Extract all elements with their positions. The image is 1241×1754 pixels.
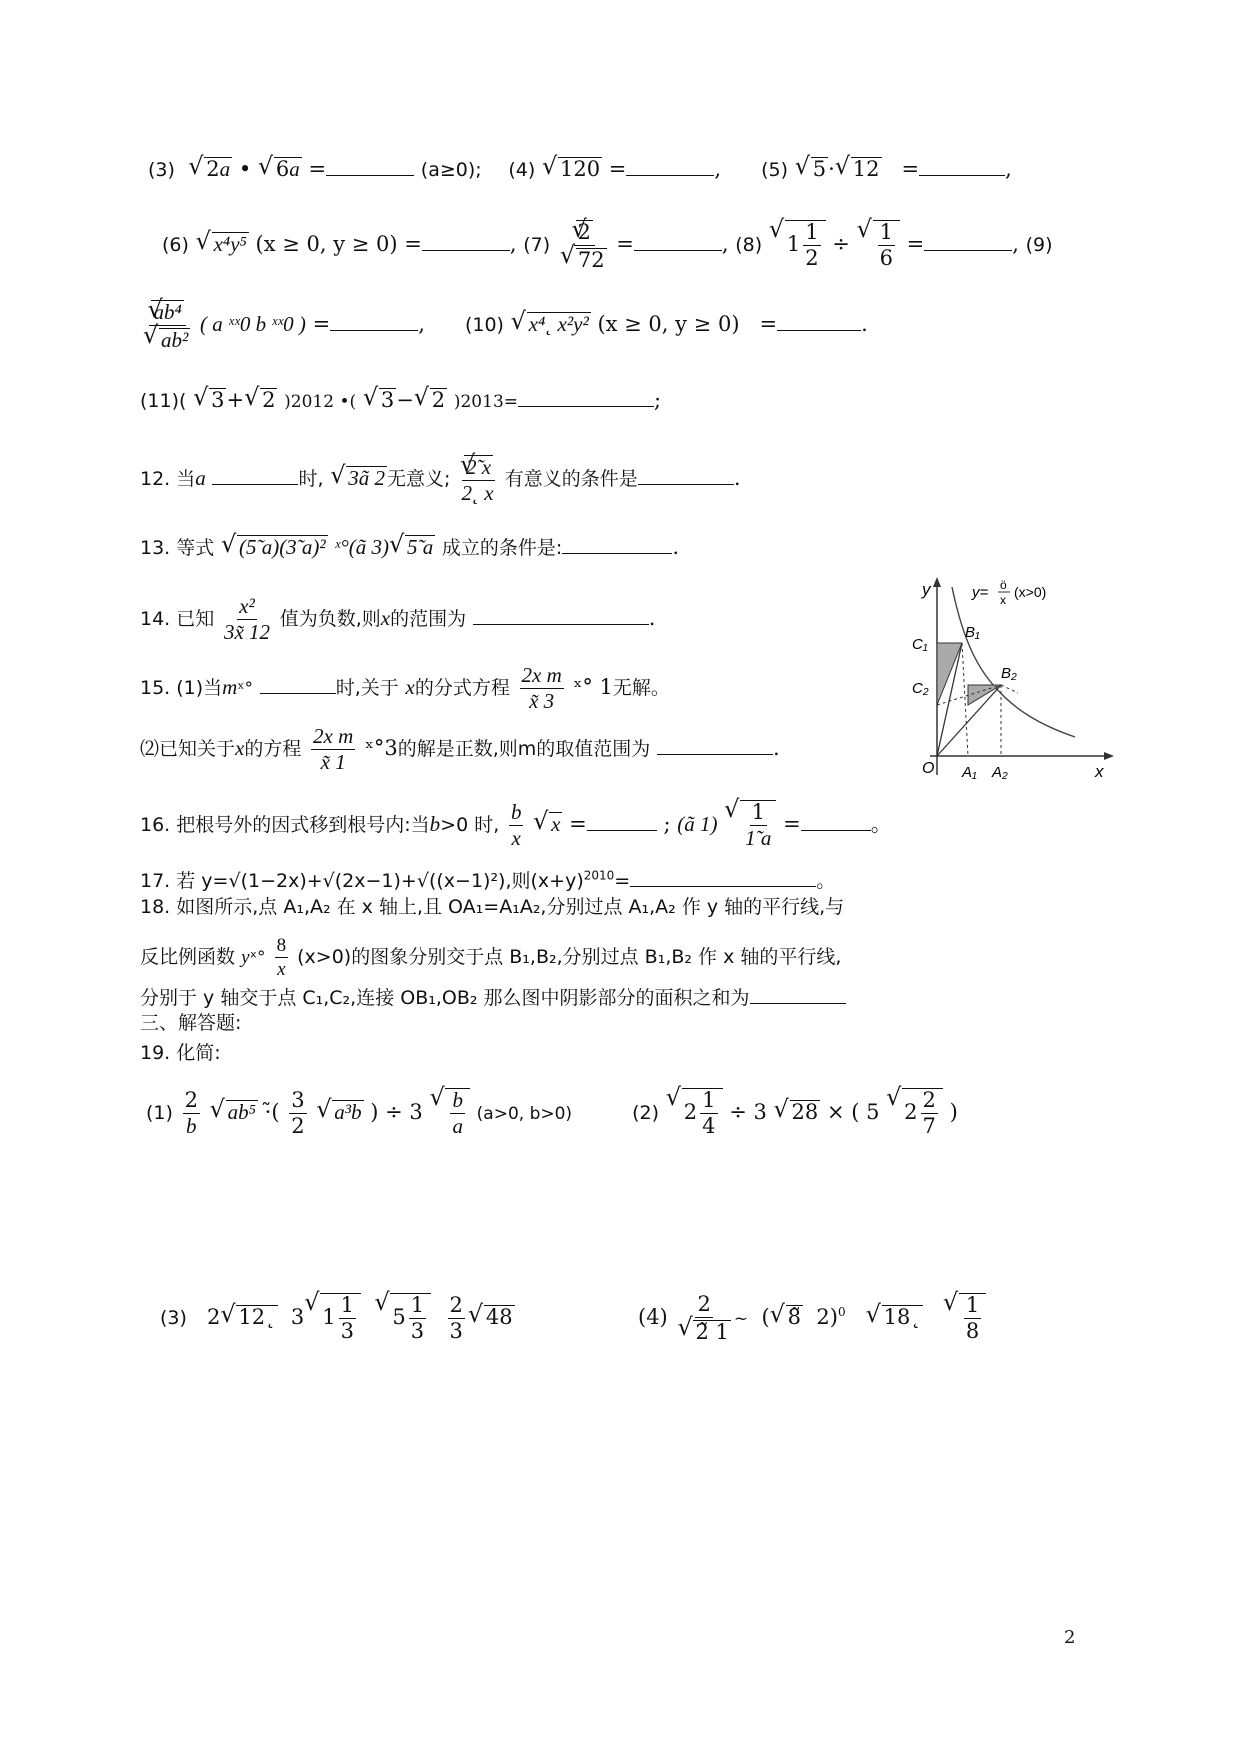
- question-row-6-9: (6) √ x⁴y⁵ (x ≥ 0, y ≥ 0) = , (7) √ 2 √ 72 = , (8) √ 1 $\frac{1}{2}$ ÷ √ $\frac{1}{6}$ = , (9): [162, 220, 1053, 271]
- sqrt-sixth: √ $\frac{1}{6}$: [859, 220, 900, 269]
- answer-blank-16a[interactable]: [587, 812, 657, 831]
- answer-blank-12a[interactable]: [212, 466, 298, 485]
- sqrt-12: √ 12: [837, 157, 882, 180]
- question-18-line2: 反比例函数 yˣ° $\frac{8}{x}$ (x>0)的图象分别交于点 B₁,B₂,分别过点 B₁,B₂ 作 x 轴的平行线,: [140, 935, 842, 980]
- answer-blank-7[interactable]: [634, 232, 722, 251]
- question-14: 14. 已知 $\frac{\text{x²}}{3x̃ 12}$ 值为负数,则x的范围为 .: [140, 594, 656, 644]
- page-number: 2: [1064, 1627, 1076, 1648]
- label-B1: B₁: [965, 624, 980, 641]
- fraction-9: √ ab⁴ √ ab²: [143, 300, 190, 351]
- answer-blank-18[interactable]: [750, 985, 846, 1004]
- question-18-line1: 18. 如图所示,点 A₁,A₂ 在 x 轴上,且 OA₁=A₁A₂,分别过点 A₁,A₂ 作 y 轴的平行线,与: [140, 896, 845, 918]
- answer-blank-12b[interactable]: [638, 466, 734, 485]
- label-O: O: [922, 760, 935, 777]
- shaded-triangle-1: [937, 643, 962, 705]
- answer-blank-8[interactable]: [924, 232, 1012, 251]
- question-18-line3: 分别于 y 轴交于点 C₁,C₂,连接 OB₁,OB₂ 那么图中阴影部分的面积之和为: [140, 985, 846, 1008]
- question-row-11: (11)( √ 3+√ 2 )2012 •( √ 3−√ 2 )2013= ;: [140, 388, 661, 411]
- answer-blank-9[interactable]: [330, 312, 418, 331]
- label-B2: B₂: [1001, 665, 1017, 682]
- label-A2: A₂: [992, 764, 1008, 781]
- answer-blank-15a[interactable]: [260, 675, 336, 694]
- answer-blank-17[interactable]: [630, 868, 816, 887]
- reciprocal-function-graph: [900, 575, 1115, 785]
- function-numerator: ö: [1000, 578, 1007, 592]
- question-row-9-10: √ ab⁴ √ ab² ( a ˣˣ0 b ˣˣ0 ) = , (10) √ x⁴˛ x²y² (x ≥ 0, y ≥ 0) = .: [140, 300, 868, 351]
- answer-blank-13[interactable]: [562, 535, 672, 554]
- label-A1: A₁: [962, 764, 977, 781]
- function-label: y=: [972, 584, 989, 601]
- label-C2: C₂: [912, 680, 929, 697]
- y-axis-label: y: [922, 580, 931, 599]
- x-axis-label: x: [1095, 762, 1104, 781]
- fraction-7: √ 2 √ 72: [560, 220, 607, 271]
- question-16: 16. 把根号外的因式移到根号内:当b>0 时, $\frac{b}{x}$ √ x = ; (ã 1) √ $\frac{1}{1̃ a}$ = 。: [140, 800, 892, 849]
- x-axis-arrow: [1104, 752, 1114, 760]
- answer-blank-10[interactable]: [777, 312, 861, 331]
- question-12: 12. 当a 时, √ 3ã 2 无意义; √ $\frac{2̃ x}{2˛ x}$ 有意义的条件是 .: [140, 455, 741, 504]
- sqrt-mixed-8: √ 1 $\frac{1}{2}$: [771, 220, 826, 269]
- dashed-b2-ext: [1001, 685, 1018, 693]
- shaded-triangle-2: [968, 685, 1001, 705]
- answer-blank-14[interactable]: [473, 606, 649, 625]
- question-17: 17. 若 y=√(1−2x)+√(2x−1)+√((x−1)²),则$(x+y)^{2010}=$ 。: [140, 868, 836, 892]
- answer-blank-15b[interactable]: [657, 736, 773, 755]
- answer-blank-5[interactable]: [919, 157, 1005, 176]
- dashed-a1-b1: [962, 643, 968, 756]
- question-19-1-2: (1) $\frac{2}{b}$ √ ab⁵ ·̃( $\frac{3}{2}$ √ a³b ) ÷ 3 √ $\frac{b}{a}$ (a>0, b>0) (2) √ 2 $\frac{1}{4}$ ÷ 3 √ 28 × ( 5 √ 2 $\frac{2}{7}$ ): [146, 1088, 958, 1137]
- sqrt-6a: √ 6a: [260, 157, 302, 180]
- label-C1: C₁: [912, 636, 928, 653]
- answer-blank-3[interactable]: [326, 157, 414, 176]
- y-axis-arrow: [933, 577, 941, 587]
- question-15-2: ⑵已知关于x的方程 $\frac{\text{2x m}}{x̃ 1}$ ˣ°3的解是正数,则m的取值范围为 .: [140, 724, 780, 774]
- answer-blank-6[interactable]: [422, 232, 510, 251]
- answer-blank-16b[interactable]: [801, 812, 871, 831]
- question-13: 13. 等式 √ (5̃ a)(3̃ a)² ˣ°(ã 3)√ 5̃ a 成立的条件是: .: [140, 535, 679, 558]
- question-15-1: 15. (1)当mˣ° 时,关于 x的分式方程 $\frac{\text{2x m}}{x̃ 3}$ ˣ° 1无解。: [140, 663, 670, 713]
- sqrt-5: √ 5: [797, 157, 828, 180]
- answer-blank-4[interactable]: [626, 157, 714, 176]
- function-condition: (x>0): [1014, 584, 1047, 600]
- question-19-3-4: (3) 2√ 12˛ 3√ 1 $\frac{1}{3}$ √ 5 $\frac{1}{3}$ $\frac{2}{3}$ √ 48 (4) 2 √ 2̃ 1 ~ (√ 8̃ 2)$^0$ √ 18˛ √ $\frac{1}{8}$: [160, 1293, 986, 1343]
- sqrt-10: √ x⁴˛ x²y²: [513, 312, 591, 335]
- sqrt-2a: √ 2a: [190, 157, 232, 180]
- function-denominator: x: [1000, 593, 1006, 607]
- sqrt-x4y5: √ x⁴y⁵: [198, 232, 249, 255]
- section-heading: 三、解答题:: [140, 1012, 242, 1034]
- hyperbola-curve: [952, 587, 1075, 737]
- answer-blank-11[interactable]: [518, 388, 654, 407]
- sqrt-120: √ 120: [544, 157, 602, 180]
- question-row-3-5: (3) √ 2a • √ 6a = (a≥0); (4) √ 120 = , (5) √ 5·√ 12 = ,: [148, 157, 1012, 180]
- question-19-title: 19. 化简:: [140, 1042, 221, 1064]
